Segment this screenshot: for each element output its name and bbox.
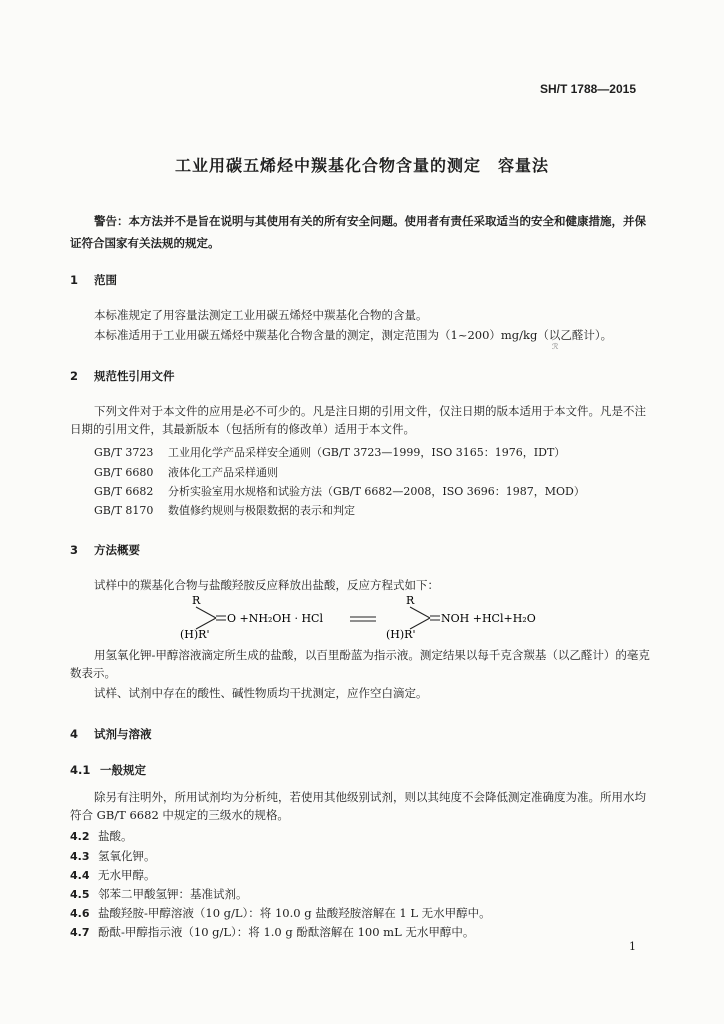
reagent-item [70,848,156,864]
subsection-number: 4.1 [70,763,91,777]
item-text: 邻苯二甲酸氢钾：基准试剂。 [98,887,248,901]
reagent-item [70,886,248,902]
item-number: 4.5 [70,888,90,901]
reagent-item [70,867,156,883]
method-paragraph-2: 用氢氧化钾-甲醇溶液滴定所生成的盐酸，以百里酚蓝为指示液。测定结果以每千克含羰基（以乙醛计）的毫克数表示。 [70,648,650,680]
method-paragraph-3: 试样、试剂中存在的酸性、碱性物质均干扰测定，应作空白滴定。 [94,686,428,700]
reference-code: GB/T 3723 [94,446,154,459]
eq-right-side: NOH +HCl+H₂O [441,612,536,625]
item-text: 盐酸羟胺-甲醇溶液（10 g/L）：将 10.0 g 盐酸羟胺溶解在 1 L 无水甲醇中。 [98,906,491,920]
normative-intro: 下列文件对于本文件的应用是必不可少的。凡是注日期的引用文件，仅注日期的版本适用于本文件。凡是不注日期的引用文件，其最新版本（包括所有的修改单）适用于本文件。 [70,404,646,436]
section-2-heading [70,368,175,384]
item-number: 4.4 [70,869,90,882]
subsection-title: 一般规定 [100,763,146,777]
item-number: 4.3 [70,850,90,863]
scope-paragraph-2: 本标准适用于工业用碳五烯烃中羰基化合物含量的测定，测定范围为（1~200）mg/kg（以乙醛计）。 [94,328,613,342]
item-text: 盐酸。 [98,829,133,843]
method-paragraph-1: 试样中的羰基化合物与盐酸羟胺反应释放出盐酸，反应方程式如下： [94,578,439,592]
item-number: 4.7 [70,926,90,939]
standard-number: SH/T 1788—2015 [539,82,636,96]
item-text: 无水甲醇。 [98,868,156,882]
eq-r-right: R [406,594,415,607]
section-title: 规范性引用文件 [94,369,175,383]
section-title: 试剂与溶液 [94,727,152,741]
document-title: 工业用碳五烯烃中羰基化合物含量的测定 容量法 [174,156,549,175]
reference-code: GB/T 8170 [94,504,154,517]
reagent-item [70,828,133,844]
item-number: 4.6 [70,907,90,920]
section-number: 4 [70,727,79,741]
reference-title: 分析实验室用水规格和试验方法（GB/T 6682—2008，ISO 3696：1987，MOD） [168,485,585,498]
section-title: 范围 [94,273,117,287]
reagent-item [70,905,491,921]
reference-item [94,502,355,518]
section-3-heading [70,542,140,558]
reaction-equation [180,592,560,642]
item-text: 酚酞-甲醇指示液（10 g/L）：将 1.0 g 酚酞溶解在 100 mL 无水甲醇中。 [98,925,475,939]
section-title: 方法概要 [94,543,140,557]
reference-title: 工业用化学产品采样安全通则（GB/T 3723—1999，ISO 3165：1976，IDT） [168,446,566,459]
reference-code: GB/T 6680 [94,466,154,479]
item-text: 氢氧化钾。 [98,849,156,863]
section-1-heading [70,272,117,288]
reference-item [94,464,278,480]
reference-item [94,483,585,499]
eq-rprime-left: (H)R' [180,628,210,641]
section-number: 3 [70,543,79,557]
subsection-4-1-heading [70,762,146,778]
section-number: 2 [70,369,79,383]
reference-item [94,444,565,460]
safety-warning: 警告：本方法并不是旨在说明与其使用有关的所有安全问题。使用者有责任采取适当的安全和健康措施，并保证符合国家有关法规的规定。 [70,214,646,250]
scope-paragraph-1: 本标准规定了用容量法测定工业用碳五烯烃中羰基化合物的含量。 [94,308,428,322]
reference-code: GB/T 6682 [94,485,154,498]
eq-rprime-right: (H)R' [386,628,416,641]
eq-left-side: O +NH₂OH · HCl [227,612,323,625]
reference-title: 液体化工产品采样通则 [168,466,278,479]
reagent-item [70,924,474,940]
section-number: 1 [70,273,79,287]
page-number: 1 [629,940,636,953]
item-number: 4.2 [70,830,90,843]
general-provisions-text: 除另有注明外，所用试剂均为分析纯，若使用其他级别试剂，则以其纯度不会降低测定准确度为准。所用水均符合 GB/T 6682 中规定的三级水的规格。 [70,790,646,822]
section-4-heading [70,726,152,742]
eq-r-left: R [192,594,201,607]
reference-title: 数值修约规则与极限数据的表示和判定 [168,504,355,517]
scan-mark: ℛ [552,342,559,351]
